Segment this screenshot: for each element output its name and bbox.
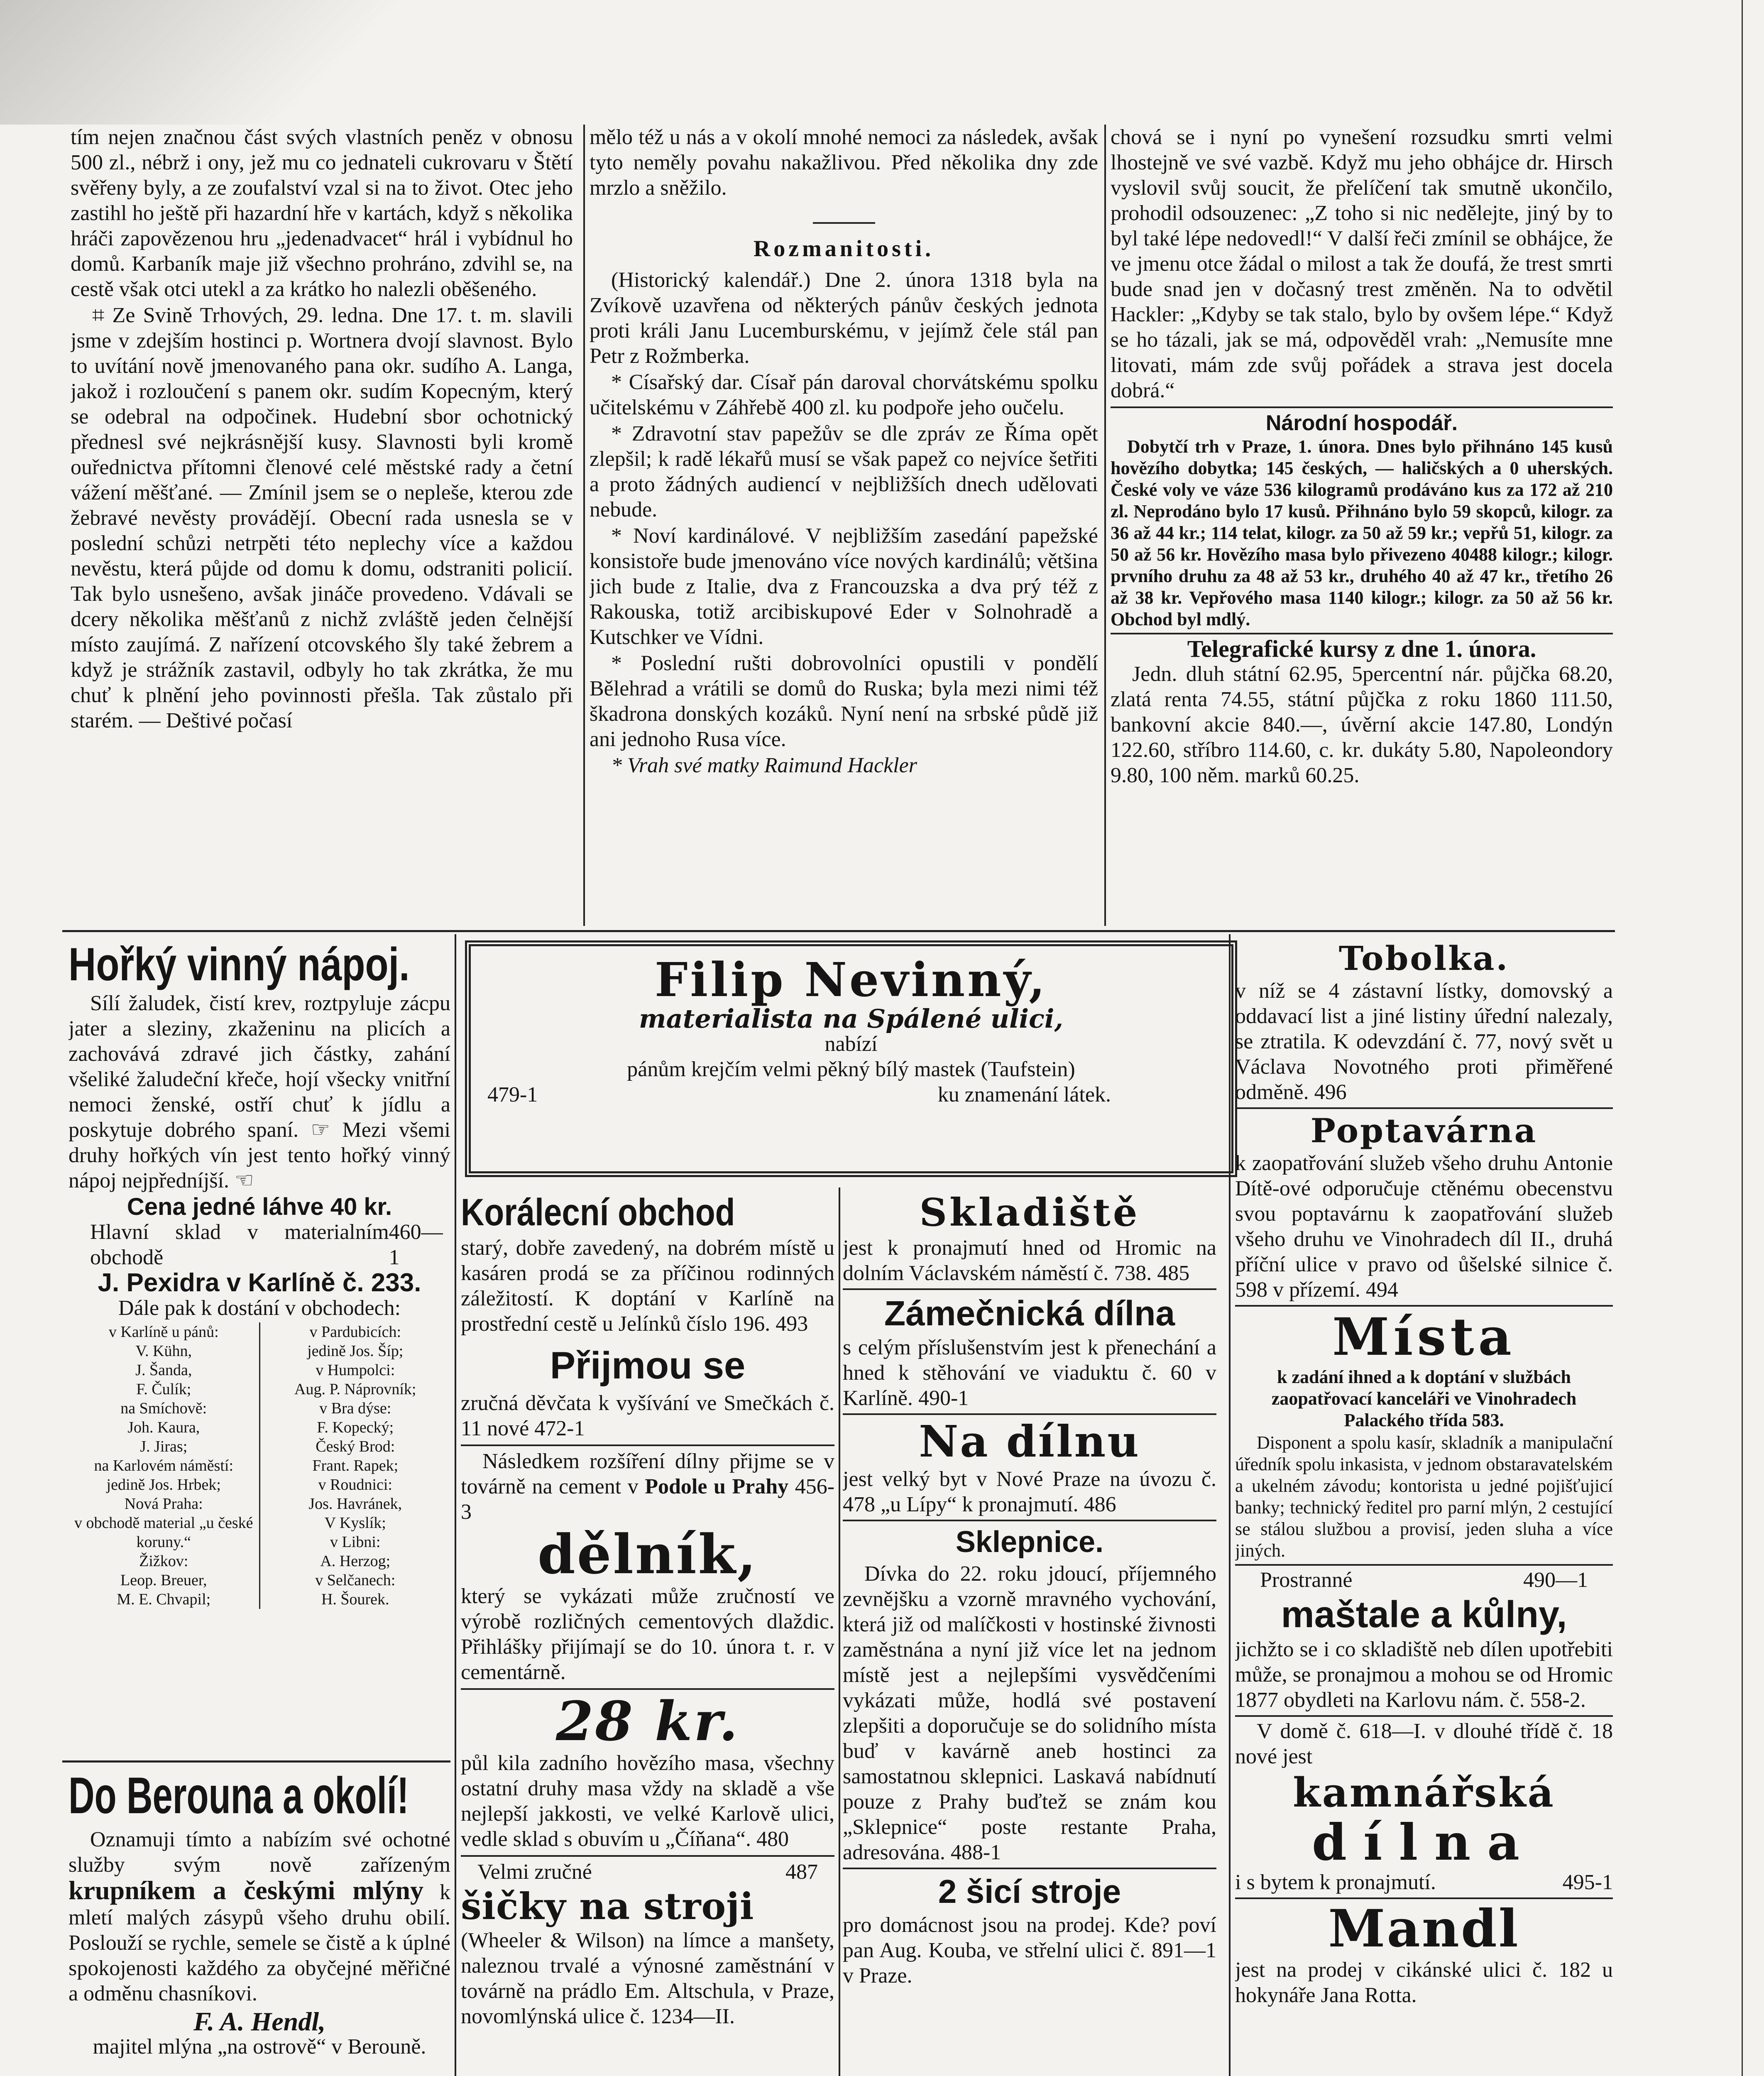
ad-number: 460—1 [389,1220,443,1269]
ad-title: Filip Nevinný, [655,953,1047,1007]
ad-divider [843,1868,1216,1869]
ad-text: Dále pak k dostání v obchodech: [118,1296,401,1320]
ad-text: starý, dobře zavedený, na dobrém místě u kasáren prodá se za příčinou rodinných záležitostí. K doptání v Karlíně na prostřední cestě u Jelínků číslo 196. [461,1236,834,1336]
shop-list-entry: Frant. Rapek; [312,1457,399,1474]
ad-divider [843,1288,1216,1290]
ad-number: 479-1 [487,1083,538,1107]
ad-text: Následkem rozšíření dílny přijme se v továrně na cement v [461,1449,834,1498]
article-column-3 [1111,125,1613,926]
ad-title: Přijmou se [550,1344,746,1387]
news-item: * Zdravotní stav papežův se dle zpráv ze Říma opět zlepšil; k radě lékařů musí se však papež co nejvíce šetřiti a proto žádných audiencí v nejbližších dnech udělovati nebude. [590,422,1098,521]
ad-nevinny-frame [465,940,1237,1177]
ad-subtitle: materialista na Spálené ulici, [639,1004,1063,1034]
ad-title: šičky na stroji [461,1885,754,1928]
ad-text: nabízí [825,1032,878,1056]
ad-address: J. Pexidra v Karlíně č. 233. [98,1268,421,1297]
ad-number: 490—1 [1523,1568,1588,1592]
ad-title: Skladiště [919,1190,1140,1235]
ad-text: zručná děvčata k vyšívání ve Smečkách č. 11 nové [461,1391,834,1440]
column-rule [1104,125,1106,926]
ad-number: 480 [756,1827,789,1851]
shop-list [69,1322,450,1609]
shop-list-entry: v Karlíně u pánů: [108,1323,219,1341]
news-item: * Císařský dar. Císař pán daroval chorvátskému spolku učitelskému v Záhřebě 400 zl. ku podpoře jeho oučelu. [590,370,1098,419]
shop-list-entry: A. Herzog; [320,1552,391,1570]
ad-highlight: k zadání ihned a k doptání v službách zaopatřovací kanceláři ve Vinohradech Palackého třída 583. [1271,1367,1577,1430]
shop-list-entry: V. Kühn, [135,1342,192,1360]
shop-list-right [260,1322,451,1609]
column-rule [839,1187,840,2076]
shop-list-entry: Jos. Havránek, [308,1495,402,1513]
shop-list-entry: Aug. P. Náprovník; [294,1381,416,1398]
shop-list-entry: v Pardubicích: [309,1323,401,1341]
ad-text: ku znamenání látek. [937,1083,1111,1107]
ad-text: jest k pronajmutí hned od Hromic na dolním Václavském náměstí č. 738. [843,1236,1216,1285]
ad-number: 488-1 [950,1841,1001,1864]
ad-divider [1235,1107,1613,1109]
shop-list-entry: Joh. Kaura, [127,1419,200,1436]
article-paragraph: chová se i nyní po vynešení rozsudku smrti velmi lhostejně ve své vazbě. Když mu jeho obhájce dr. Hirsch vyslovil svůj soucit, že přelíčení tak smutně ukončilo, prohodil odsouzenec: „Z toho si nic nedělejte, jiný by to byl také lépe nedovedl!“ V další řeči zmínil se obhájce, že ve jmenu otce žádal o milost a tak že doufá, že trest smrti bude snad jen v dočasný trest změněn. Na to odvětil Hackler: „Kdyby se tak stalo, bylo by ovšem lépe.“ Když se ho tázali, jak se má, odpověděl vrah: „Nemusíte mne litovati, mám zde svůj pořádek a strava jest docela dobrá.“ [1111,125,1613,402]
news-item: (Historický kalendář.) Dne 2. února 1318 byla na Zvíkově uzavřena od některých pánův českých jednota proti králi Janu Lucemburskému, v jejímž čele stál pan Petr z Rožmberka. [590,268,1098,368]
ad-text: majitel mlýna „na ostrově“ v Berouně. [93,2035,426,2059]
shop-list-entry: Nová Praha: [124,1495,203,1513]
section-divider [62,930,1615,932]
article-paragraph: mělo též u nás a v okolí mnohé nemoci za následek, avšak tyto neměly povahu nakažlivou. Před několika dny zde mrzlo a sněžilo. [590,125,1098,200]
ad-beroun [69,1765,450,2076]
ad-text: Velmi zručné [477,1860,592,1884]
separator [1111,406,1613,408]
ad-number: 456-3 [461,1475,834,1524]
ad-title: Poptavárna [1310,1111,1538,1150]
ad-text: Oznamuji tímto a nabízím své ochotné služby svým nově zařízeným [69,1828,450,1877]
ad-title: dílna [1311,1813,1536,1872]
scan-shadow [0,0,457,125]
ads-column-4 [1235,938,1613,2076]
ad-horky-napoj [69,938,450,1756]
ad-title: Hořký vinný nápoj. [69,938,410,990]
ad-number: 485 [1157,1261,1190,1285]
ad-title: Do Berouna a okolí! [69,1767,409,1824]
section-heading: Národní hospodář. [1265,411,1458,435]
ad-text: Sílí žaludek, čistí krev, roztpyluje zácpu jater a sleziny, zkaženinu na plicích a zachovává zdravé jich částky, zahání všeliké žaludeční křeče, hojí všecky vnitřní nemoci ženské, ostří chuť k jídlu a poskytuje dobrého spaní. ☞ Mezi všemi druhy hořkých vín jest tento hořký vinný nápoj nejpředníjší. ☜ [69,991,450,1192]
ad-title: Zámečnická dílna [884,1294,1175,1333]
ad-text: pro domácnost jsou na prodej. Kde? poví pan Aug. Kouba, ve střelní ulici č. 891—1 v Praze. [843,1913,1216,1988]
ad-title: 28 kr. [555,1689,740,1753]
ad-signature: F. A. Hendl, [193,2007,326,2036]
column-rule [1229,934,1231,2076]
article-paragraph: tím nejen značnou část svých vlastních peněz v obnosu 500 zl., nébrž i ony, jež mu co jednateli cukrovaru v Štětí svěřeny byly, a ze zoufalství vzal si na to život. Otec jeho zastihl ho ještě při hazardní hře v kartách, když s několika hráči zapovězenou hru „jedenadvacet“ hrál i vybídnul ho domů. Karbaník maje již všechno prohráno, zdvihl se, na cestě však otci utekl a za krátko ho nalezli oběšeného. [71,125,573,301]
shop-list-entry: v Libni: [330,1533,381,1551]
ad-price: Cena jedné láhve 40 kr. [127,1193,392,1220]
ad-divider [1235,1564,1613,1566]
ad-title: Na dílnu [919,1416,1140,1467]
ad-text: jest velký byt v Nové Praze na úvozu č. 478 „u Lípy“ k pronajmutí. [843,1467,1216,1516]
shop-list-entry: v obchodě material „u české koruny.“ [74,1514,253,1551]
news-item: * Vrah své matky Raimund Hackler [611,754,917,777]
market-report: Dobytčí trh v Praze, 1. února. Dnes bylo přihnáno 145 kusů hovězího dobytka; 145 českých, — haličských a 0 uherských. České voly ve váze 536 kilogramů prodáváno kus za 172 až 210 zl. Neprodáno bylo 17 kusů. Přihnáno bylo 59 skopců, kilogr. za 36 až 44 kr.; 114 telat, kilogr. za 50 až 59 kr.; vepřů 51, kilogr. za 50 až 56 kr. Hovězího masa bylo přivezeno 40488 kilogr.; kilogr. prvního druhu za 48 až 53 kr., druhého 40 až 47 kr., třetího 26 až 38 kr. Vepřového masa 1140 kilogr.; kilogr. za 50 až 56 kr. Obchod byl mdlý. [1111,436,1613,629]
ad-title: Tobolka. [1338,939,1510,978]
ad-number: 490-1 [918,1386,969,1410]
ad-divider [461,1855,834,1857]
shop-list-entry: jedině Jos. Hrbek; [106,1476,221,1493]
ad-highlight: Podole u Prahy [645,1475,789,1498]
section-heading: Rozmanitosti. [753,236,935,262]
ad-number: 493 [776,1312,808,1336]
ad-number: 486 [1084,1493,1116,1516]
ad-text: Prostranné [1260,1568,1353,1592]
ad-title: 2 šicí stroje [938,1873,1121,1910]
shop-list-entry: v Bra dýse: [319,1400,391,1417]
separator [813,222,875,224]
ad-text: jest na prodej v cikánské ulici č. 182 u hokynáře Jana Rotta. [1235,1958,1613,2007]
ad-number: 494 [1365,1278,1398,1302]
ad-text: Hlavní sklad v materialním obchodě [90,1220,389,1269]
ad-title: Místa [1332,1307,1516,1367]
column-rule [455,934,456,2076]
article-paragraph: ⌗ Ze Svině Trhových, 29. ledna. Dne 17. t. m. slavili jsme v zdejším hostinci p. Wortnera dvojí slavnost. Bylo to uvítání nově jmenovaného pana okr. sudího A. Langa, jakož i rozloučení s panem okr. sudím Kopecným, který se odebral na odpočinek. Hudební sbor ochotnický přednesl své nejkrásnější kusy. Slavnosti byli kromě ouřednictva přítomni členové celé městské rady a četní vážení měšťané. — Zmínil jsem se o nepleše, kterou zde žebravé nevěsty provádějí. Obecní rada usnesla se v poslední schůzi netrpěti této neplechy více a každou nevěstu, která půjde od domu k domu, odstraniti policií. Tak bylo usnešeno, avšak jináče provedeno. Vdávali se dcery několika měšťanů z nichž zvláště jeden čelnější místo zaujímá. Z nařízení otcovského šly také žebrem a když je strážník zastavil, odbyly ho tak zkrátka, že mu chuť k plnění jeho povinnosti přešla. Tak zůstalo při starém. — Deštivé počasí [71,304,573,732]
shop-list-entry: Žižkov: [139,1552,188,1570]
ad-number: 472-1 [534,1417,585,1440]
ad-title: maštale a kůlny, [1281,1594,1567,1635]
ad-title: Mandl [1328,1899,1520,1959]
shop-list-entry: Leop. Breuer, [120,1572,207,1589]
shop-list-entry: H. Šourek. [321,1591,389,1608]
ads-column-2 [461,1190,834,2076]
ad-text: k zaopatřování služeb všeho druhu Antonie Dítě-ové odporučuje ctěnému obecenstvu svou poptavárnu k zaopatřování služeb všeho druhu ve Vinohradech díl II., druhá příční ulice v pravo od ůšelské silnice č. 598 v přízemí. [1235,1151,1613,1302]
ad-divider [843,1413,1216,1415]
ad-title: dělník, [537,1523,758,1586]
ad-text: k mletí malých zásypů všeho druhu obilí. Poslouží se rychle, semele se čistě a k úplné spokojenosti každého za obyčejné měřičné a odměnu chasníkovi. [69,1880,450,2005]
ad-nevinny [471,946,1231,1107]
shop-list-entry: M. E. Chvapil; [117,1591,211,1608]
shop-list-entry: F. Čulík; [136,1381,191,1398]
shop-list-entry: V Kyslík; [324,1514,386,1532]
ad-text: Dívka do 22. roku jdoucí, příjemného zevnějšku a vzorně mravného vychování, která již od malíčkosti v hostinské živnosti zaměstnána a nyní již více let na jednom místě jest a nejlepšími vysvědčeními vykázati může, hodlá své postavení zlepšiti a doporučuje se do solidního místa buď v kavárně aneb hostinci za samostatnou sklepnici. Laskavá nabídnutí pouze z Prahy buďtež se znám kou „Sklepnice“ poste restante Praha, adresována. [843,1562,1216,1864]
section-heading: Telegrafické kursy z dne 1. února. [1187,635,1536,662]
ad-text: V domě č. 618—I. v dlouhé třídě č. 18 nové jest [1235,1719,1613,1768]
news-item: * Poslední rušti dobrovolníci opustili v pondělí Bělehrad a vrátili se domů do Ruska; byla mezi nimi též škadrona donských kozáků. Nyní není na srbské půdě již ani jednoho Rusa více. [590,651,1098,751]
article-column-2 [590,125,1098,926]
ad-text: (Wheeler & Wilson) na límce a manšety, naleznou trvalé a výnosné zaměstnání v továrně na prádlo Em. Altschula, v Praze, novomlýnská ulice č. 1234—II. [461,1929,834,2028]
shop-list-entry: na Karlovém náměstí: [94,1457,234,1474]
shop-list-entry: Český Brod: [316,1438,395,1455]
ad-number: 496 [1314,1080,1347,1104]
ad-title: kamnářská [1293,1769,1555,1816]
ad-text: Disponent a spolu kasír, skladník a manipulační úředník spolu inkasista, v jednom obstaravatelském a ukelném závodu; kontorista u jedné pojišťujicí banky; technický ředitel pro parní mlýn, 2 cestující se stálou službou a provisí, jeden sluha a více jiných. [1235,1432,1613,1561]
shop-list-entry: v Humpolci: [316,1361,395,1379]
scan-edge-line [1742,0,1743,2076]
shop-list-entry: jedině Jos. Šíp; [307,1342,404,1360]
shop-list-entry: J. Jiras; [140,1438,188,1455]
ad-text: jichžto se i co skladiště neb dílen upotřebiti může, se pronajmou a mohou se od Hromic 1877 obydleti na Karlovu nám. č. 558-2. [1235,1638,1613,1712]
ad-text: který se vykázati může zručností ve výrobě rozličných cementových dlaždic. Přihlášky přijímají se do 10. února t. r. v cementárně. [461,1584,834,1684]
ad-text: s celým příslušenstvím jest k přenechání a hned k stěhování ve viaduktu č. 60 v Karlíně. [843,1336,1216,1410]
ads-column-3 [843,1190,1216,2076]
ad-divider [62,1760,450,1763]
shop-list-entry: v Selčanech: [315,1572,396,1589]
shop-list-entry: J. Šanda, [135,1361,192,1379]
ad-divider [843,1520,1216,1521]
ad-text: i s bytem k pronajmutí. [1235,1870,1436,1894]
ad-title: Sklepnice. [955,1525,1104,1559]
column-rule [583,125,585,926]
shop-list-entry: na Smíchově: [120,1400,207,1417]
separator [1111,633,1613,634]
shop-list-left [69,1322,260,1609]
ad-text: pánům krejčím velmi pěkný bílý mastek (Taufstein) [627,1058,1075,1081]
news-item: * Noví kardinálové. V nejbližším zasedání papežské konsistoře bude jmenováno více nových kardinálů; většina jich bude z Italie, dva z Francouzska a dva prý též z Rakouska, totiž arcibiskupové Eder v Solnohradě a Kutschker ve Vídni. [590,524,1098,649]
ad-highlight: krupníkem a českými mlýny [69,1875,423,1905]
ad-divider [1235,1305,1613,1307]
ad-text: půl kila zadního hovězího masa, všechny ostatní druhy masa vždy na skladě a vše nejlepší jakkosti, ve velké Karlově ulici, vedle sklad s obuvím u „Číňana“. [461,1751,834,1851]
article-column-1 [71,125,573,926]
ad-divider [461,1444,834,1446]
ad-title: Korálecní obchod [461,1191,735,1234]
shop-list-entry: F. Kopecký; [317,1419,394,1436]
ad-divider [1235,1715,1613,1717]
ad-number: 495-1 [1562,1870,1613,1894]
shop-list-entry: v Roudnici: [318,1476,392,1493]
exchange-rates: Jedn. dluh státní 62.95, 5percentní nár. půjčka 68.20, zlatá renta 74.55, státní půjčka z roku 1860 111.50, bankovní akcie 840.—, úvěrní akcie 147.80, Londýn 122.60, stříbro 114.60, c. kr. dukáty 5.80, Napoleondory 9.80, 100 něm. marků 60.25. [1111,662,1613,787]
ad-text: v níž se 4 zástavní lístky, domovský a oddavací list a jiné listiny úřední nalezaly, se ztratila. K odevzdání č. 77, nový svět u Václava Novotného proti přiměřené odměně. [1235,979,1613,1104]
ad-number: 487 [785,1860,818,1884]
